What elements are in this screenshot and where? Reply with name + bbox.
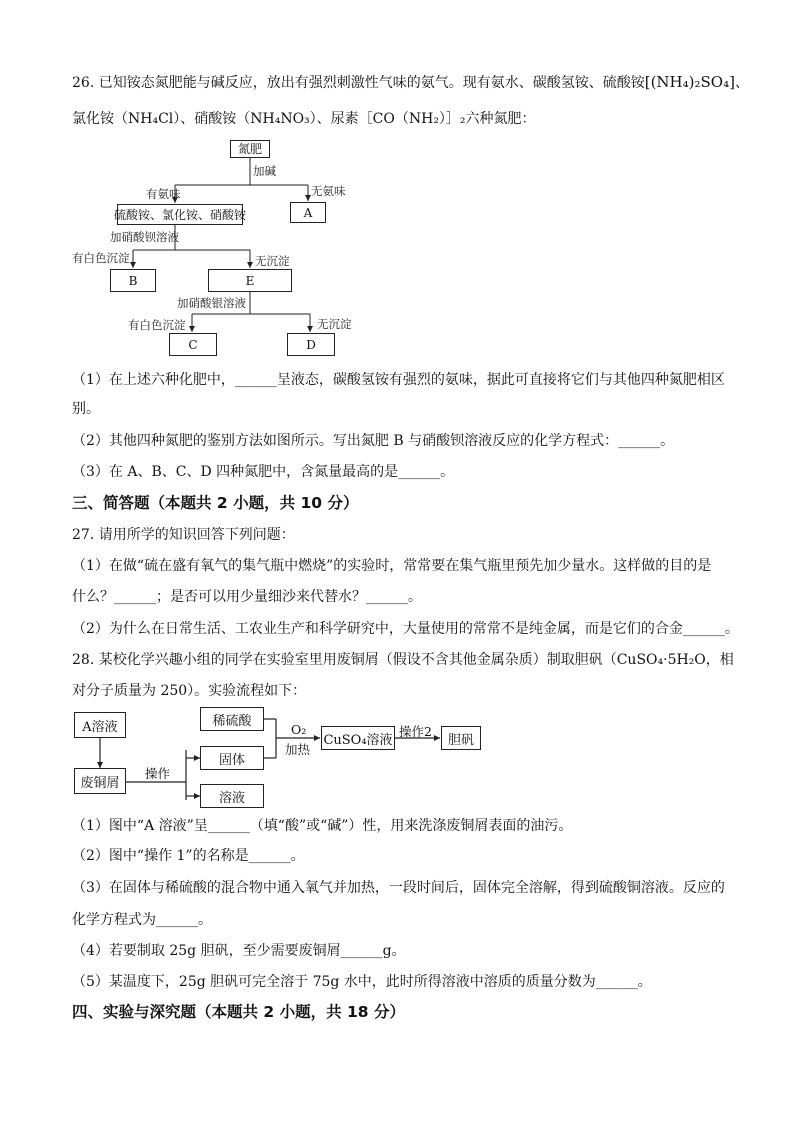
q26-text: 26. 已知铵态氮肥能与碱反应，放出有强烈刺激性气味的氨气。现有氨水、碳酸氢铵、硫酸铵 — [72, 75, 645, 91]
q26-line1-end: 、 — [734, 75, 749, 91]
q28-part3-line1: （3）在固体与稀硫酸的混合物中通入氧气并加热，一段时间后，固体完全溶解，得到硫酸铜溶液。反应的 — [72, 880, 725, 896]
label-no-ammonia: 无氨味 — [311, 184, 346, 198]
label-white-ppt-2: 有白色沉淀 — [128, 318, 186, 332]
node-E: E — [208, 269, 292, 292]
box-dilute-sulfuric-acid: 稀硫酸 — [200, 707, 264, 731]
box-a-solution: A溶液 — [74, 712, 126, 738]
ammonium-sulfate-formula: [(NH₄)₂SO₄] — [644, 73, 735, 91]
label-add-base: 加碱 — [253, 164, 276, 178]
label-add-barium-nitrate: 加硝酸钡溶液 — [110, 230, 179, 244]
label-white-ppt-1: 有白色沉淀 — [72, 251, 130, 265]
q28-part5: （5）某温度下，25g 胆矾可完全溶于 75g 水中，此时所得溶液中溶质的质量分数为______。 — [72, 974, 652, 990]
q27-title: 27. 请用所学的知识回答下列问题： — [72, 527, 295, 543]
node-D: D — [287, 333, 335, 356]
node-fertilizer: 氮肥 — [230, 140, 270, 158]
q26-part2: （2）其他四种氮肥的鉴别方法如图所示。写出氮肥 B 与硝酸钡溶液反应的化学方程式：______。 — [72, 433, 675, 449]
box-solid: 固体 — [200, 746, 264, 770]
node-B: B — [110, 269, 156, 292]
box-cuso4-solution: CuSO₄溶液 — [321, 726, 395, 750]
q27-part1-line2: 什么？______；是否可以用少量细沙来代替水？______。 — [72, 589, 422, 605]
q28-part3-line2: 化学方程式为______。 — [72, 912, 212, 928]
q27-part2: （2）为什么在日常生活、工农业生产和科学研究中，大量使用的常常不是纯金属，而是它们的合金______。 — [72, 621, 739, 637]
label-no-ppt-1: 无沉淀 — [255, 254, 290, 268]
q28-part1: （1）图中“A 溶液”呈______（填“酸”或“碱”）性，用来洗涤废铜屑表面的油污。 — [72, 818, 573, 834]
section3-heading: 三、简答题（本题共 2 小题，共 10 分） — [72, 494, 359, 512]
q26-part1-line1: （1）在上述六种化肥中，______呈液态，碳酸氢铵有强烈的氨味，据此可直接将它们与其他四种氮肥相区 — [72, 372, 725, 388]
q27-part1-line1: （1）在做“硫在盛有氧气的集气瓶中燃烧”的实验时，常常要在集气瓶里预先加少量水。这样做的目的是 — [72, 558, 712, 574]
node-salt-group: 硫酸铵、氯化铵、硝酸铵 — [117, 204, 243, 225]
node-C: C — [169, 333, 217, 356]
q26-part3: （3）在 A、B、C、D 四种氮肥中，含氮量最高的是______。 — [72, 464, 455, 480]
box-waste-copper: 废铜屑 — [74, 768, 126, 794]
q28-part4: （4）若要制取 25g 胆矾，至少需要废铜屑______g。 — [72, 943, 406, 959]
label-operation: 操作 — [145, 766, 171, 781]
q28-line2: 对分子质量为 250）。实验流程如下： — [72, 683, 307, 699]
q28-line1: 28. 某校化学兴趣小组的同学在实验室里用废铜屑（假设不含其他金属杂质）制取胆矾（CuSO₄·5H₂O，相 — [72, 652, 734, 668]
label-add-silver-nitrate: 加硝酸银溶液 — [177, 296, 246, 310]
box-solution: 溶液 — [200, 784, 264, 808]
label-has-ammonia: 有氨味 — [146, 187, 181, 201]
label-heat: 加热 — [285, 742, 311, 757]
box-blue-vitriol: 胆矾 — [441, 726, 481, 750]
q26-part1-line2: 别。 — [72, 401, 100, 417]
section4-heading: 四、实验与深究题（本题共 2 小题，共 18 分） — [72, 1003, 405, 1021]
label-operation-2: 操作2 — [399, 724, 432, 739]
node-A: A — [290, 202, 326, 223]
label-no-ppt-2: 无沉淀 — [317, 317, 352, 331]
q28-part2: （2）图中“操作 1”的名称是______。 — [72, 848, 305, 864]
label-oxygen: O₂ — [291, 722, 307, 737]
q26-line2: 氯化铵（NH₄Cl）、硝酸铵（NH₄NO₃）、尿素［CO（NH₂）］₂六种氮肥： — [72, 111, 536, 127]
